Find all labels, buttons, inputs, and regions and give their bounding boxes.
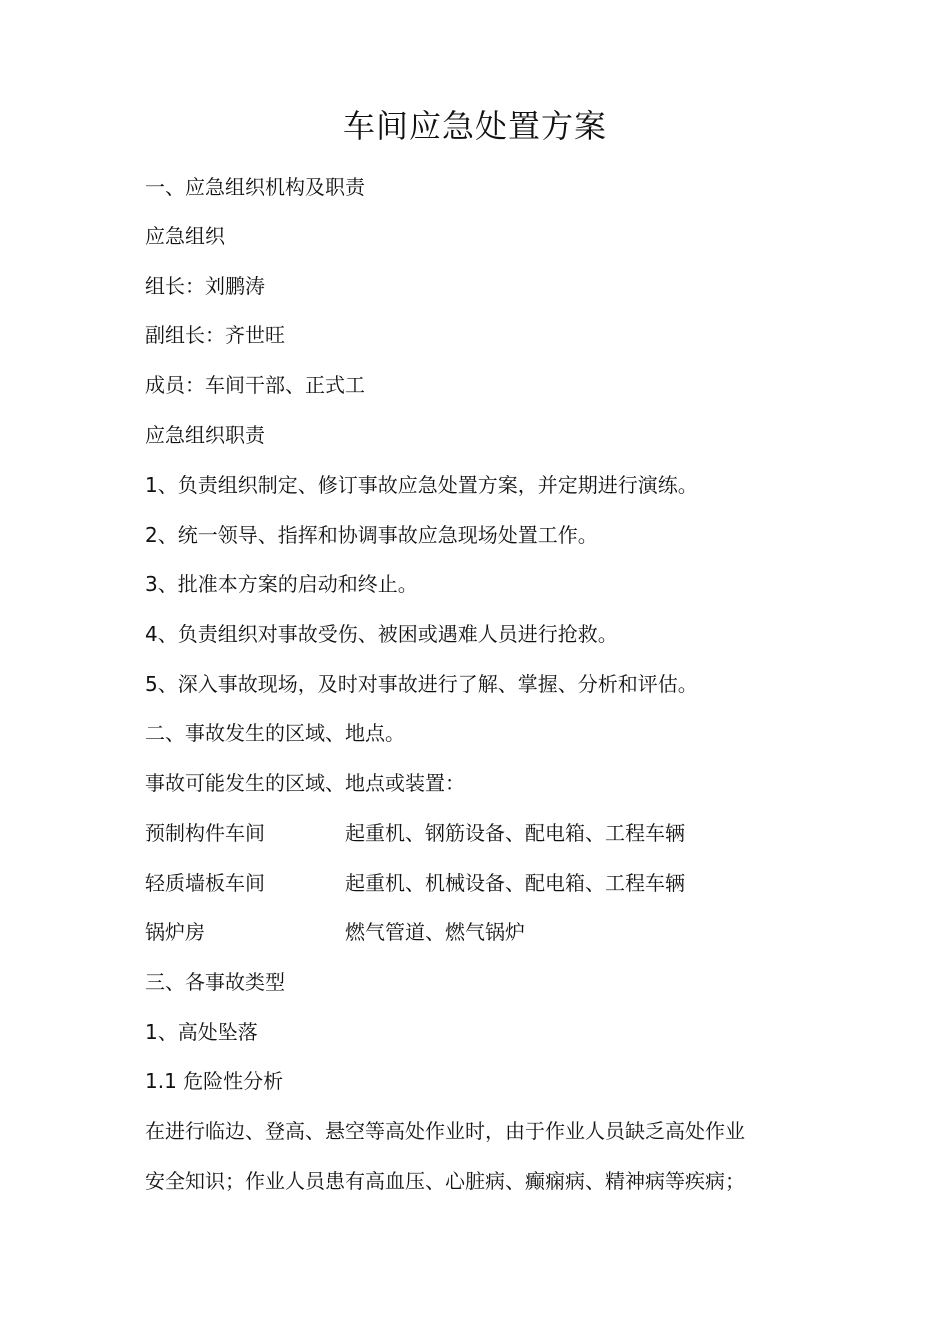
areas-intro: 事故可能发生的区域、地点或装置： bbox=[145, 771, 465, 795]
area-equipment: 起重机、机械设备、配电箱、工程车辆 bbox=[345, 871, 685, 895]
duty-item: 3、批准本方案的启动和终止。 bbox=[145, 572, 418, 596]
duties-heading: 应急组织职责 bbox=[145, 423, 265, 447]
accident-heading: 1、高处坠落 bbox=[145, 1020, 258, 1044]
section-heading-3: 三、各事故类型 bbox=[145, 970, 285, 994]
leader-line: 组长：刘鹏涛 bbox=[145, 274, 265, 298]
duty-item: 4、负责组织对事故受伤、被困或遇难人员进行抢救。 bbox=[145, 622, 618, 646]
members-line: 成员：车间干部、正式工 bbox=[145, 373, 365, 397]
area-equipment: 起重机、钢筋设备、配电箱、工程车辆 bbox=[345, 821, 685, 845]
body-text-line: 安全知识；作业人员患有高血压、心脏病、癫痫病、精神病等疾病； bbox=[145, 1169, 745, 1193]
area-place: 锅炉房 bbox=[145, 920, 205, 944]
duty-item: 1、负责组织制定、修订事故应急处置方案，并定期进行演练。 bbox=[145, 473, 698, 497]
document-title: 车间应急处置方案 bbox=[342, 107, 607, 145]
section-heading-2: 二、事故发生的区域、地点。 bbox=[145, 721, 405, 745]
hazard-analysis-heading: 1.1 危险性分析 bbox=[145, 1069, 284, 1093]
area-place: 预制构件车间 bbox=[145, 821, 265, 845]
area-equipment: 燃气管道、燃气锅炉 bbox=[345, 920, 525, 944]
deputy-leader-line: 副组长：齐世旺 bbox=[145, 323, 285, 347]
org-heading: 应急组织 bbox=[145, 224, 225, 248]
section-heading-1: 一、应急组织机构及职责 bbox=[145, 175, 365, 199]
area-place: 轻质墙板车间 bbox=[145, 871, 265, 895]
duty-item: 2、统一领导、指挥和协调事故应急现场处置工作。 bbox=[145, 523, 598, 547]
body-text-line: 在进行临边、登高、悬空等高处作业时，由于作业人员缺乏高处作业 bbox=[145, 1119, 745, 1143]
duty-item: 5、深入事故现场，及时对事故进行了解、掌握、分析和评估。 bbox=[145, 672, 698, 696]
